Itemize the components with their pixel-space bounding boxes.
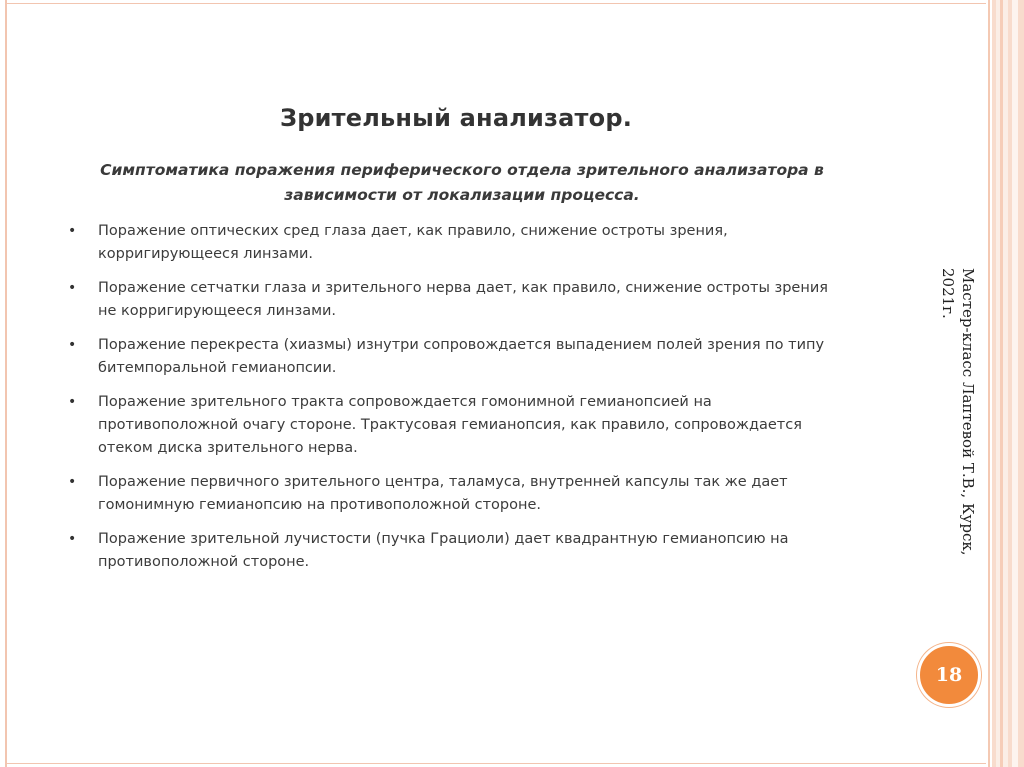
bullet-item <box>64 334 844 380</box>
bullet-text: Поражение перекреста (хиазмы) изнутри сопровождается выпадением полей зрения по типу битемпоральной гемианопсии. <box>98 337 825 376</box>
bottom-border-line <box>5 763 990 764</box>
bullet-item <box>64 277 844 323</box>
page-number-badge: 18 <box>917 643 981 707</box>
bullet-text: Поражение сетчатки глаза и зрительного нерва дает, как правило, снижение остроты зрения не корригирующееся линзами. <box>98 280 828 319</box>
bullet-text: Поражение оптических сред глаза дает, как правило, снижение остроты зрения, корригирующееся линзами. <box>98 223 728 262</box>
bullet-marker: • <box>68 474 77 490</box>
bullet-item <box>64 471 844 517</box>
bullet-marker: • <box>68 223 77 239</box>
bullet-marker: • <box>68 280 77 296</box>
slide-title: Зрительный анализатор. <box>280 104 633 132</box>
bullet-text: Поражение зрительной лучистости (пучка Грациоли) дает квадрантную гемианопсию на противоположной стороне. <box>98 531 789 570</box>
slide-subtitle: Симптоматика поражения периферического отдела зрительного анализатора в зависимости от локализации процесса. <box>100 161 824 204</box>
bullet-text: Поражение первичного зрительного центра, таламуса, внутренней капсулы так же дает гомонимную гемианопсию на противоположной стороне. <box>98 474 788 513</box>
right-decorative-stripes <box>986 0 1024 767</box>
bullet-marker: • <box>68 531 77 547</box>
bullet-item <box>64 528 844 574</box>
bullet-list <box>64 220 844 585</box>
bullet-item <box>64 220 844 266</box>
author-side-note: Мастер-класс Лаптевой Т.В., Курск, 2021г. <box>939 268 977 556</box>
left-border-line <box>5 0 7 767</box>
bullet-text: Поражение зрительного тракта сопровождается гомонимной гемианопсией на противоположной очагу стороне. Трактусовая гемианопсия, как правило, сопровождается отеком диска зрительного нерва. <box>98 394 802 456</box>
bullet-marker: • <box>68 337 77 353</box>
top-border-line <box>5 3 990 4</box>
bullet-marker: • <box>68 394 77 410</box>
bullet-item <box>64 391 844 460</box>
